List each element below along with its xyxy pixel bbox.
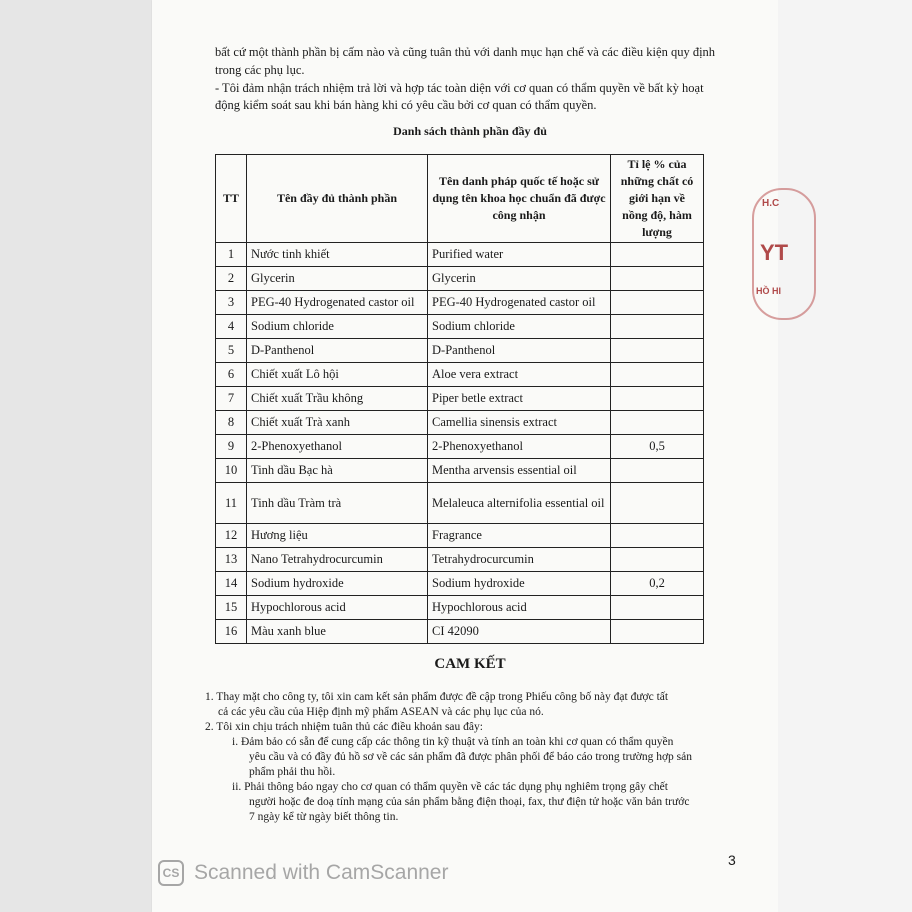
table-row bbox=[216, 291, 704, 315]
clause-i-line-2: yêu cầu và có đầy đủ hồ sơ về các sản phẩm đã được phân phối để báo cáo trong trường hợp sản bbox=[249, 751, 692, 763]
cell-ratio: 0,2 bbox=[611, 572, 704, 596]
table-row bbox=[216, 387, 704, 411]
cell-name: Nano Tetrahydrocurcumin bbox=[247, 548, 428, 572]
cell-tt: 15 bbox=[216, 596, 247, 620]
table-row bbox=[216, 435, 704, 459]
cell-name: PEG-40 Hydrogenated castor oil bbox=[247, 291, 428, 315]
cell-tt: 12 bbox=[216, 524, 247, 548]
cell-tt: 13 bbox=[216, 548, 247, 572]
intro-line-1: bất cứ một thành phần bị cấm nào và cũng tuân thủ với danh mục hạn chế và các điều kiện quy định bbox=[215, 45, 716, 59]
cell-intl: Glycerin bbox=[428, 267, 611, 291]
header-full-name: Tên đầy đủ thành phần bbox=[247, 155, 428, 243]
cell-name: Hypochlorous acid bbox=[247, 596, 428, 620]
table-row bbox=[216, 411, 704, 435]
cell-tt: 11 bbox=[216, 483, 247, 524]
cell-name: Glycerin bbox=[247, 267, 428, 291]
cell-tt: 8 bbox=[216, 411, 247, 435]
table-row bbox=[216, 267, 704, 291]
camscanner-watermark bbox=[158, 860, 448, 886]
scan-background bbox=[778, 0, 912, 912]
table-row bbox=[216, 243, 704, 267]
table-row bbox=[216, 548, 704, 572]
cell-ratio bbox=[611, 315, 704, 339]
cell-ratio bbox=[611, 387, 704, 411]
cell-ratio bbox=[611, 459, 704, 483]
cell-intl: D-Panthenol bbox=[428, 339, 611, 363]
cell-tt: 5 bbox=[216, 339, 247, 363]
commitment-item-1-line-1: 1. Thay mặt cho công ty, tôi xin cam kết sản phẩm được đề cập trong Phiếu công bố này đạt được tất bbox=[205, 691, 669, 703]
header-ratio: Tỉ lệ % của những chất có giới hạn về nồng độ, hàm lượng bbox=[611, 155, 704, 243]
cell-tt: 4 bbox=[216, 315, 247, 339]
stamp-text-middle: YT bbox=[760, 240, 789, 265]
cell-tt: 14 bbox=[216, 572, 247, 596]
table-row bbox=[216, 620, 704, 644]
clause-ii-line-2: người hoặc đe doạ tính mạng của sản phẩm bằng điện thoại, fax, thư điện tử hoặc văn bản trước bbox=[249, 796, 690, 808]
intro-line-4: động kiểm soát sau khi bán hàng khi có yêu cầu bởi cơ quan có thẩm quyền. bbox=[215, 98, 597, 112]
table-title: Danh sách thành phần đầy đủ bbox=[393, 124, 547, 138]
cell-ratio bbox=[611, 339, 704, 363]
cell-tt: 3 bbox=[216, 291, 247, 315]
clause-i-line-1: i. Đảm bảo có sẵn để cung cấp các thông tin kỹ thuật và tính an toàn khi cơ quan có thẩm quyền bbox=[232, 736, 674, 748]
cell-ratio bbox=[611, 267, 704, 291]
cell-ratio bbox=[611, 483, 704, 524]
table-row bbox=[216, 339, 704, 363]
cell-name: Sodium hydroxide bbox=[247, 572, 428, 596]
cell-ratio bbox=[611, 596, 704, 620]
cell-tt: 10 bbox=[216, 459, 247, 483]
cell-name: Hương liệu bbox=[247, 524, 428, 548]
cell-name: Tinh dầu Tràm trà bbox=[247, 483, 428, 524]
cell-intl: Aloe vera extract bbox=[428, 363, 611, 387]
cell-intl: 2-Phenoxyethanol bbox=[428, 435, 611, 459]
stamp-text-top: H.C bbox=[762, 198, 780, 209]
cell-ratio bbox=[611, 548, 704, 572]
table-row bbox=[216, 572, 704, 596]
cell-ratio bbox=[611, 524, 704, 548]
cell-intl: CI 42090 bbox=[428, 620, 611, 644]
commitment-item-2: 2. Tôi xin chịu trách nhiệm tuân thủ các điều khoản sau đây: bbox=[205, 721, 483, 733]
stamp-text-bottom: HỒ HI bbox=[756, 286, 782, 296]
commitment-title: CAM KẾT bbox=[434, 656, 506, 672]
cell-intl: Mentha arvensis essential oil bbox=[428, 459, 611, 483]
cell-intl: Camellia sinensis extract bbox=[428, 411, 611, 435]
table-header-row bbox=[216, 155, 704, 243]
table-row bbox=[216, 459, 704, 483]
cell-name: 2-Phenoxyethanol bbox=[247, 435, 428, 459]
cell-intl: Piper betle extract bbox=[428, 387, 611, 411]
cell-name: Chiết xuất Lô hội bbox=[247, 363, 428, 387]
table-row bbox=[216, 524, 704, 548]
camscanner-icon: CS bbox=[158, 860, 184, 886]
cell-intl: PEG-40 Hydrogenated castor oil bbox=[428, 291, 611, 315]
cell-name: D-Panthenol bbox=[247, 339, 428, 363]
cell-ratio: 0,5 bbox=[611, 435, 704, 459]
commitment-item-1-line-2: cả các yêu cầu của Hiệp định mỹ phẩm ASEAN và các phụ lục của nó. bbox=[218, 706, 544, 718]
ingredients-table bbox=[215, 154, 704, 644]
cell-intl: Purified water bbox=[428, 243, 611, 267]
cell-intl: Hypochlorous acid bbox=[428, 596, 611, 620]
clause-ii-line-1: ii. Phải thông báo ngay cho cơ quan có thẩm quyền về các tác dụng phụ nghiêm trọng gây chết bbox=[232, 781, 668, 793]
table-row bbox=[216, 363, 704, 387]
cell-ratio bbox=[611, 243, 704, 267]
table-row bbox=[216, 315, 704, 339]
cell-name: Chiết xuất Trầu không bbox=[247, 387, 428, 411]
table-row bbox=[216, 596, 704, 620]
cell-tt: 6 bbox=[216, 363, 247, 387]
intro-line-2: trong các phụ lục. bbox=[215, 63, 305, 77]
header-intl-name: Tên danh pháp quốc tế hoặc sử dụng tên khoa học chuẩn đã được công nhận bbox=[428, 155, 611, 243]
cell-name: Chiết xuất Trà xanh bbox=[247, 411, 428, 435]
cell-name: Sodium chloride bbox=[247, 315, 428, 339]
clause-ii-line-3: 7 ngày kể từ ngày biết thông tin. bbox=[249, 811, 399, 823]
intro-line-3: - Tôi đảm nhận trách nhiệm trả lời và hợp tác toàn diện với cơ quan có thẩm quyền về bất kỳ hoạt bbox=[215, 81, 704, 95]
clause-i-line-3: phẩm phải thu hồi. bbox=[249, 766, 336, 778]
cell-intl: Sodium chloride bbox=[428, 315, 611, 339]
cell-intl: Sodium hydroxide bbox=[428, 572, 611, 596]
watermark-text: Scanned with CamScanner bbox=[194, 861, 449, 884]
cell-ratio bbox=[611, 620, 704, 644]
cell-name: Màu xanh blue bbox=[247, 620, 428, 644]
table-row bbox=[216, 483, 704, 524]
cell-tt: 16 bbox=[216, 620, 247, 644]
cell-intl: Fragrance bbox=[428, 524, 611, 548]
cell-tt: 2 bbox=[216, 267, 247, 291]
cell-tt: 7 bbox=[216, 387, 247, 411]
cell-ratio bbox=[611, 291, 704, 315]
cell-ratio bbox=[611, 411, 704, 435]
cell-tt: 9 bbox=[216, 435, 247, 459]
cell-intl: Melaleuca alternifolia essential oil bbox=[428, 483, 611, 524]
cell-name: Nước tinh khiết bbox=[247, 243, 428, 267]
cell-ratio bbox=[611, 363, 704, 387]
cell-tt: 1 bbox=[216, 243, 247, 267]
cell-intl: Tetrahydrocurcumin bbox=[428, 548, 611, 572]
header-tt: TT bbox=[216, 155, 247, 243]
official-stamp bbox=[752, 188, 792, 318]
cell-name: Tinh dầu Bạc hà bbox=[247, 459, 428, 483]
page-number: 3 bbox=[728, 852, 736, 868]
